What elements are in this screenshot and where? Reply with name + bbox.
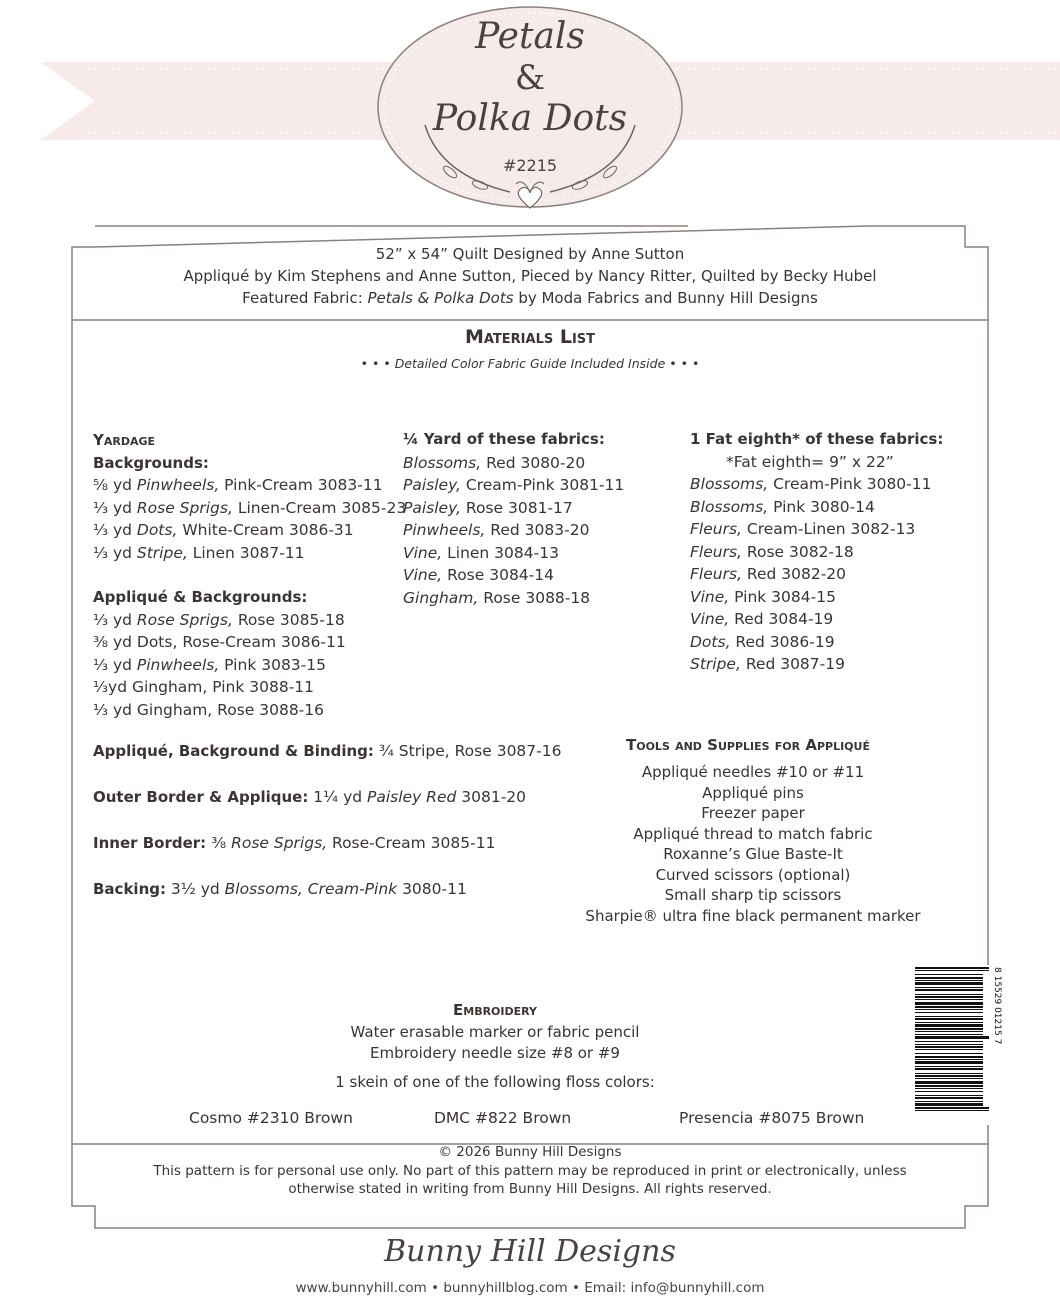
fabric-item <box>93 609 406 632</box>
fabric-qty: ⅓ yd <box>93 655 137 674</box>
fabric-color: Rose 3082-18 <box>741 542 854 561</box>
fabric-color: Pink 3084-15 <box>729 587 836 606</box>
fabric-name: Fleurs, <box>690 520 742 538</box>
fabric-color: Rose 3081-17 <box>460 498 573 517</box>
floss-intro: 1 skein of one of the following floss colors: <box>335 1073 655 1091</box>
embroidery-item: Embroidery needle size #8 or #9 <box>370 1043 620 1062</box>
fabric-qty: ⅜ yd Dots, Rose-Cream 3086-11 <box>93 633 346 651</box>
copyright-line: © 2026 Bunny Hill Designs <box>438 1144 622 1160</box>
embroidery-list <box>0 1022 990 1063</box>
fabric-name: Paisley, <box>403 498 461 517</box>
barcode-bar <box>915 996 983 998</box>
fabric-name: Pinwheels, <box>403 521 486 539</box>
tool-item: Curved scissors (optional) <box>655 865 851 884</box>
fabric-name: Blossoms, <box>690 475 769 493</box>
contact-line: www.bunnyhill.com • bunnyhillblog.com • Email: info@bunnyhill.com <box>295 1280 765 1296</box>
fabric-name: Vine, <box>403 566 443 584</box>
fabric-item <box>403 519 624 542</box>
fabric-color: Pink 3080-14 <box>768 497 875 516</box>
fabric-color: Cream-Pink 3080-11 <box>768 475 932 493</box>
fabric-item <box>93 519 406 542</box>
fabric-qty: ⅓ yd <box>93 498 137 517</box>
fabric-item <box>403 452 624 475</box>
fabric-color: Red 3082-20 <box>741 565 847 583</box>
fabric-item <box>93 542 406 565</box>
makers-line: Appliqué by Kim Stephens and Anne Sutton, Pieced by Nancy Ritter, Quilted by Becky Hubel <box>183 267 877 285</box>
fabric-item <box>93 676 406 699</box>
binding-line: Appliqué, Background & Binding: ¾ Stripe, Rose 3087-16 <box>93 742 562 760</box>
barcode-bar <box>915 1068 983 1070</box>
fabric-item <box>690 518 943 541</box>
barcode-bar <box>915 967 989 969</box>
materials-list-title: Materials List <box>464 326 596 348</box>
yardage-column <box>93 429 406 721</box>
barcode-bar <box>915 1097 983 1099</box>
fabric-color: Linen 3084-13 <box>442 543 559 562</box>
pattern-title-line2: Polka Dots <box>432 98 628 139</box>
barcode-bar <box>915 1066 983 1067</box>
tools-list <box>548 762 958 926</box>
outer-border-line: Outer Border & Applique: 1¼ yd Paisley Red 3081-20 <box>93 788 527 806</box>
fabric-color: Rose 3085-18 <box>232 610 345 629</box>
fabric-item <box>690 541 943 564</box>
fabric-name: Blossoms, <box>403 453 482 472</box>
fabric-name: Vine, <box>690 610 730 628</box>
fabric-color: Red 3087-19 <box>740 655 845 673</box>
fabric-item <box>93 497 406 520</box>
fabric-color: Pink-Cream 3083-11 <box>219 476 383 494</box>
quarter-yard-heading: ¼ Yard of these fabrics: <box>403 430 605 448</box>
fabric-name: Blossoms, <box>690 497 769 516</box>
quarter-yard-column <box>403 428 624 609</box>
fabric-item <box>93 631 406 654</box>
pattern-title-line1: Petals <box>475 16 585 57</box>
barcode-bar <box>915 1107 989 1109</box>
copyright-block <box>72 1143 988 1199</box>
fabric-item <box>690 653 943 676</box>
fabric-color: Linen-Cream 3085-23 <box>232 498 407 517</box>
fabric-color: Cream-Linen 3082-13 <box>741 520 916 538</box>
fabric-item <box>690 563 943 586</box>
materials-list-subtitle: • • • Detailed Color Fabric Guide Included Inside • • • <box>360 356 700 371</box>
barcode-bar <box>915 999 983 1000</box>
fat-eighth-heading: 1 Fat eighth* of these fabrics: <box>690 430 944 448</box>
fabric-color: Linen 3087-11 <box>187 543 305 562</box>
fabric-qty: ⅓ yd <box>93 610 137 629</box>
fabric-qty: ⅝ yd <box>93 476 137 494</box>
fabric-color: Rose 3084-14 <box>442 566 554 584</box>
fabric-item <box>690 473 943 496</box>
brand-logo-text: Bunny Hill Designs <box>384 1234 676 1269</box>
barcode-bar <box>915 1101 983 1102</box>
applique-backgrounds-heading: Appliqué & Backgrounds: <box>93 588 308 606</box>
fabric-item <box>403 587 624 610</box>
fabric-color: Red 3083-20 <box>485 521 590 539</box>
tool-item: Appliqué thread to match fabric <box>633 824 873 843</box>
fabric-item <box>690 586 943 609</box>
fabric-name: Vine, <box>403 543 443 562</box>
fabric-name: Fleurs, <box>690 542 742 561</box>
inner-border-line: Inner Border: ⅜ Rose Sprigs, Rose-Cream 3085-11 <box>93 834 496 852</box>
fabric-item <box>690 496 943 519</box>
barcode-bar <box>915 982 983 985</box>
pattern-title-ampersand: & <box>514 58 546 98</box>
barcode-bar <box>915 974 983 975</box>
fabric-item <box>690 631 943 654</box>
tool-item: Small sharp tip scissors <box>664 886 842 904</box>
barcode-bar <box>915 989 983 991</box>
fat-eighth-column <box>690 428 943 676</box>
fabric-name: Rose Sprigs, <box>136 498 233 517</box>
fabric-color: Red 3084-19 <box>729 610 834 628</box>
tool-item: Appliqué needles #10 or #11 <box>641 763 865 781</box>
fabric-item <box>690 608 943 631</box>
fabric-item <box>93 699 406 722</box>
barcode-bar <box>915 1095 983 1096</box>
barcode-bar <box>915 980 983 981</box>
pattern-number: #2215 <box>502 156 558 175</box>
tools-heading: Tools and Supplies for Appliqué <box>626 736 870 754</box>
fabric-item <box>403 497 624 520</box>
fabric-color: Pink 3083-15 <box>219 655 326 674</box>
barcode-bar <box>915 977 983 979</box>
fabric-name: Rose Sprigs, <box>136 610 233 629</box>
fabric-item <box>93 654 406 677</box>
fabric-item <box>403 542 624 565</box>
fabric-qty: ⅓ yd <box>93 543 137 562</box>
floss-option: Presencia #8075 Brown <box>679 1109 865 1127</box>
backing-line: Backing: 3½ yd Blossoms, Cream-Pink 3080-11 <box>93 880 467 898</box>
barcode-bar <box>915 1091 983 1092</box>
tool-item: Sharpie® ultra fine black permanent marker <box>585 906 921 925</box>
backgrounds-heading: Backgrounds: <box>93 453 209 472</box>
fabric-color: Red 3080-20 <box>481 453 586 472</box>
usage-notice: This pattern is for personal use only. No part of this pattern may be reproduced in print or electronically, unless otherwise stated in writing from Bunny Hill Designs. All rights reserved. <box>153 1162 907 1197</box>
fabric-qty: ⅓ yd <box>93 521 137 539</box>
fabric-item <box>93 474 406 497</box>
barcode-bar <box>915 994 983 995</box>
fabric-name: Paisley, <box>403 476 461 494</box>
fabric-color: White-Cream 3086-31 <box>177 521 354 539</box>
tool-item: Freezer paper <box>701 804 805 822</box>
fabric-name: Fleurs, <box>690 565 742 583</box>
fabric-color: Cream-Pink 3081-11 <box>460 476 625 494</box>
tool-item: Roxanne’s Glue Baste-It <box>663 845 843 863</box>
fabric-name: Pinwheels, <box>136 655 220 674</box>
fabric-color: Red 3086-19 <box>730 632 835 651</box>
credits-block <box>72 243 988 309</box>
barcode-bar <box>915 1110 989 1111</box>
fabric-item <box>403 564 624 587</box>
fabric-name: Stripe, <box>136 543 188 562</box>
fabric-qty: ⅓ yd Gingham, Rose 3088-16 <box>93 700 325 719</box>
barcode-bar <box>915 1103 983 1106</box>
fabric-item <box>403 474 624 497</box>
quilt-size-line: 52” x 54” Quilt Designed by Anne Sutton <box>375 245 685 263</box>
fabric-name: Gingham, <box>403 588 479 607</box>
fabric-name: Stripe, <box>690 655 741 673</box>
tool-item: Appliqué pins <box>702 783 804 802</box>
fabric-qty: ⅓yd Gingham, Pink 3088-11 <box>93 678 315 696</box>
floss-option: Cosmo #2310 Brown <box>189 1109 353 1127</box>
embroidery-item: Water erasable marker or fabric pencil <box>350 1023 640 1041</box>
barcode-bar <box>915 970 989 971</box>
yardage-heading: Yardage <box>93 431 156 449</box>
fat-eighth-note: *Fat eighth= 9” x 22” <box>726 452 894 471</box>
fabric-name: Vine, <box>690 587 730 606</box>
barcode-bar <box>915 987 983 988</box>
fabric-name: Pinwheels, <box>136 476 220 494</box>
fabric-color: Rose 3088-18 <box>478 588 591 607</box>
embroidery-heading: Embroidery <box>453 1001 537 1019</box>
featured-fabric-line: Featured Fabric: Petals & Polka Dots by Moda Fabrics and Bunny Hill Designs <box>242 289 818 307</box>
fabric-name: Dots, <box>136 521 178 539</box>
floss-option: DMC #822 Brown <box>434 1109 572 1127</box>
fabric-name: Dots, <box>690 632 731 651</box>
barcode-digits: 8 15529 01215 7 <box>992 967 1002 1045</box>
